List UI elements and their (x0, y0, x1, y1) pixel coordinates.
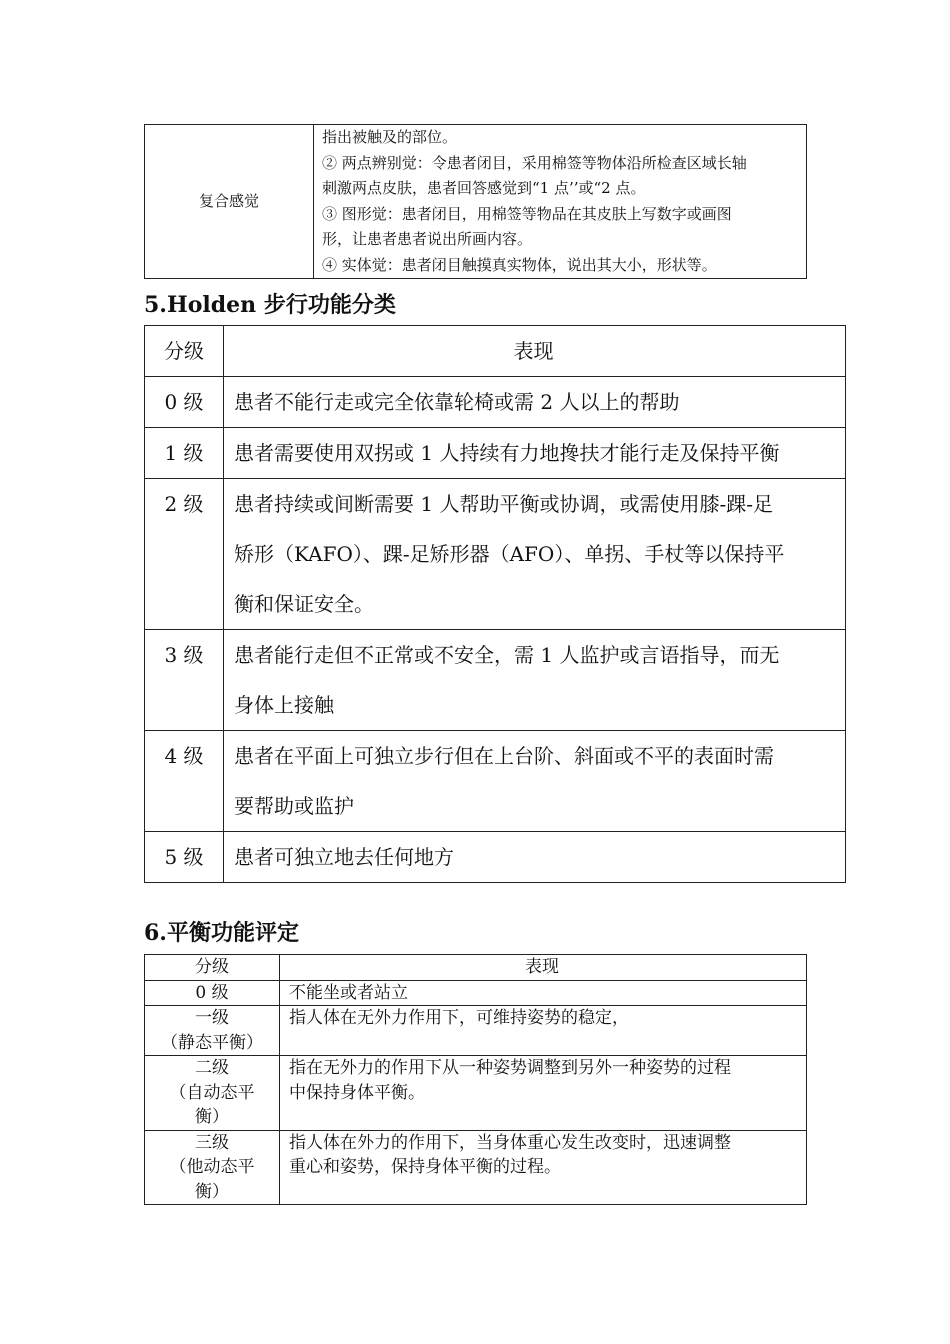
header-desc: 表现 (224, 326, 846, 377)
grade-line: 二级 (195, 1058, 229, 1078)
table-row (145, 731, 846, 832)
desc-line: 要帮助或监护 (234, 794, 354, 818)
grade-cell: 1 级 (145, 428, 224, 479)
desc-line: ④ 实体觉：患者闭目触摸真实物体，说出其大小，形状等。 (322, 255, 717, 274)
desc-line: 指出被触及的部位。 (322, 128, 458, 146)
desc-line: 衡和保证安全。 (234, 592, 374, 616)
grade-cell (145, 1006, 280, 1056)
table-row (145, 1130, 807, 1205)
desc-cell (280, 980, 807, 1006)
grade-line: 一级 (195, 1008, 229, 1028)
section-title-holden: 5.Holden 步行功能分类 (144, 292, 396, 318)
desc-line: 患者可独立地去任何地方 (234, 845, 454, 869)
desc-line: 刺激两点皮肤，患者回答感觉到“1 点’’或“2 点。 (322, 179, 646, 197)
balance-table (144, 954, 807, 1205)
grade-cell: 2 级 (145, 479, 224, 630)
desc-cell (224, 832, 846, 883)
desc-line: ③ 图形觉：患者闭目，用棉签等物品在其皮肤上写数字或画图 (322, 204, 732, 223)
grade-line: （自动态平 (169, 1082, 255, 1103)
desc-cell (224, 377, 846, 428)
grade-cell: 0 级 (145, 377, 224, 428)
header-grade: 分级 (145, 955, 280, 981)
desc-cell (224, 731, 846, 832)
holden-table (144, 325, 846, 883)
grade-line: 三级 (195, 1132, 229, 1153)
grade-line: （静态平衡） (161, 1032, 263, 1053)
table-header-row (145, 326, 846, 377)
desc-line: 患者在平面上可独立步行但在上台阶、斜面或不平的表面时需 (234, 744, 774, 768)
sensory-table (144, 124, 807, 279)
desc-line: 患者不能行走或完全依靠轮椅或需 2 人以上的帮助 (234, 390, 680, 414)
table-row (145, 832, 846, 883)
desc-cell (280, 1130, 807, 1205)
desc-cell (224, 428, 846, 479)
row-description (314, 125, 807, 279)
desc-line: 矫形（KAFO）、踝-足矫形器（AFO）、单拐、手杖等以保持平 (234, 542, 785, 566)
grade-line: 衡） (195, 1107, 229, 1127)
header-desc: 表现 (280, 955, 807, 981)
desc-line: 患者持续或间断需要 1 人帮助平衡或协调，或需使用膝-踝-足 (234, 492, 773, 516)
desc-line: ② 两点辨别觉：令患者闭目，采用棉签等物体沿所检查区域长轴 (322, 153, 747, 172)
desc-line: 指人体在外力的作用下，当身体重心发生改变时，迅速调整 (289, 1132, 731, 1153)
grade-cell (145, 980, 280, 1006)
grade-cell: 4 级 (145, 731, 224, 832)
grade-line: 衡） (195, 1181, 229, 1202)
grade-line: （他动态平 (169, 1157, 255, 1177)
desc-line: 患者需要使用双拐或 1 人持续有力地搀扶才能行走及保持平衡 (234, 441, 780, 465)
grade-cell (145, 1130, 280, 1205)
section-title-balance: 6.平衡功能评定 (144, 920, 299, 946)
table-row (145, 428, 846, 479)
table-row (145, 1006, 807, 1056)
grade-line: 0 级 (195, 982, 229, 1003)
desc-line: 重心和姿势，保持身体平衡的过程。 (289, 1157, 561, 1177)
table-row (145, 1056, 807, 1131)
table-row (145, 125, 807, 279)
desc-line: 指在无外力的作用下从一种姿势调整到另外一种姿势的过程 (289, 1058, 731, 1078)
table-header-row (145, 955, 807, 981)
table-row (145, 377, 846, 428)
desc-line: 中保持身体平衡。 (289, 1082, 425, 1103)
desc-line: 不能坐或者站立 (289, 982, 408, 1003)
row-label: 复合感觉 (145, 125, 314, 279)
grade-cell: 5 级 (145, 832, 224, 883)
grade-cell (145, 1056, 280, 1131)
table-row (145, 630, 846, 731)
grade-cell: 3 级 (145, 630, 224, 731)
desc-cell (280, 1056, 807, 1131)
desc-cell (280, 1006, 807, 1056)
desc-line: 身体上接触 (234, 693, 334, 717)
desc-line: 指人体在无外力作用下，可维持姿势的稳定， (289, 1008, 629, 1028)
header-grade: 分级 (145, 326, 224, 377)
desc-line: 形，让患者患者说出所画内容。 (322, 230, 533, 248)
table-row (145, 479, 846, 630)
desc-cell (224, 630, 846, 731)
desc-line: 患者能行走但不正常或不安全，需 1 人监护或言语指导，而无 (234, 643, 780, 667)
table-row (145, 980, 807, 1006)
desc-cell (224, 479, 846, 630)
